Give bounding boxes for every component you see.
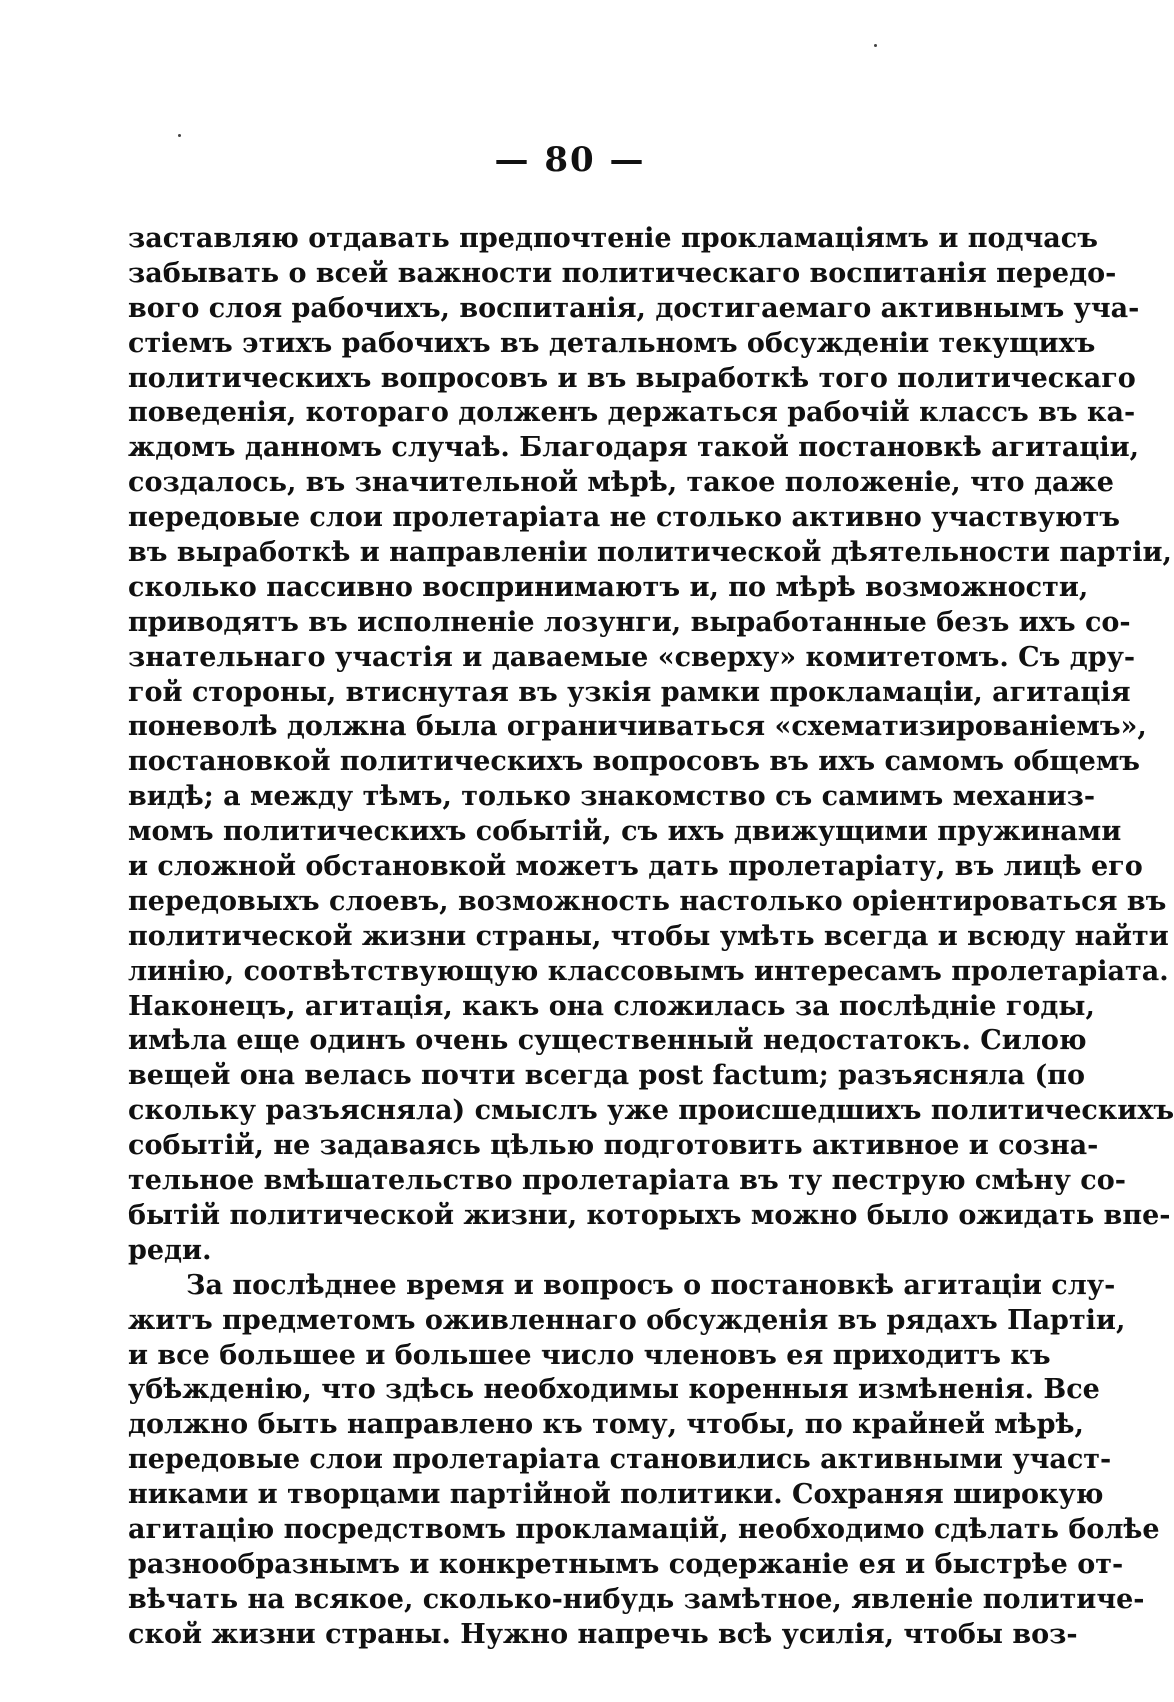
text-line: передовые слои пролетаріата становились активными участ-: [128, 1444, 1112, 1476]
text-line: ской жизни страны. Нужно напречь всѣ усилія, чтобы воз-: [128, 1618, 1078, 1650]
paragraph-2: [128, 1269, 1160, 1653]
text-line: агитацію посредствомъ прокламацій, необходимо сдѣлать болѣе: [128, 1513, 1160, 1545]
text-line: политическихъ вопросовъ и въ выработкѣ того политическаго: [128, 362, 1136, 394]
text-line: приводятъ въ исполненіе лозунги, выработанные безъ ихъ со-: [128, 606, 1131, 638]
paragraph-1: [128, 222, 1174, 1269]
text-line: момъ политическихъ событій, съ ихъ движущими пружинами: [128, 816, 1122, 848]
body-text: [128, 222, 1174, 1653]
text-line: забывать о всей важности политическаго воспитанія передо-: [128, 257, 1117, 289]
print-speck: [874, 44, 877, 47]
text-line: имѣла еще одинъ очень существенный недостатокъ. Силою: [128, 1025, 1087, 1057]
text-line: создалось, въ значительной мѣрѣ, такое положеніе, что даже: [128, 467, 1114, 499]
text-line: поведенія, котораго долженъ держаться рабочій классъ въ ка-: [128, 397, 1136, 429]
text-line: стіемъ этихъ рабочихъ въ детальномъ обсужденіи текущихъ: [128, 327, 1096, 359]
text-line: убѣжденію, что здѣсь необходимы коренныя измѣненія. Все: [128, 1374, 1100, 1406]
text-line: и сложной обстановкой можетъ дать пролетаріату, въ лицѣ его: [128, 851, 1143, 883]
text-line: передовыхъ слоевъ, возможность настолько оріентироваться въ: [128, 885, 1167, 917]
text-line: линію, соотвѣтствующую классовымъ интересамъ пролетаріата.: [128, 955, 1169, 987]
text-line: сколько пассивно воспринимаютъ и, по мѣрѣ возможности,: [128, 571, 1089, 603]
text-line: бытій политической жизни, которыхъ можно было ожидать впе-: [128, 1199, 1171, 1231]
text-line: поневолѣ должна была ограничиваться «схематизированіемъ»,: [128, 711, 1147, 743]
text-line: въ выработкѣ и направленіи политической дѣятельности партіи,: [128, 537, 1172, 569]
text-line: и все большее и большее число членовъ ея приходитъ къ: [128, 1339, 1051, 1371]
text-line: постановкой политическихъ вопросовъ въ ихъ самомъ общемъ: [128, 746, 1140, 778]
print-speck: [178, 134, 181, 137]
text-line: ждомъ данномъ случаѣ. Благодаря такой постановкѣ агитаціи,: [128, 432, 1140, 464]
text-line: житъ предметомъ оживленнаго обсужденія въ рядахъ Партіи,: [128, 1304, 1126, 1336]
text-line: разнообразнымъ и конкретнымъ содержаніе ея и быстрѣе от-: [128, 1548, 1124, 1580]
text-line: видѣ; а между тѣмъ, только знакомство съ самимъ механиз-: [128, 781, 1096, 813]
text-line: заставляю отдавать предпочтеніе прокламаціямъ и подчасъ: [128, 223, 1098, 254]
text-line: Наконецъ, агитація, какъ она сложилась за послѣдніе годы,: [128, 990, 1095, 1022]
text-line: тельное вмѣшательство пролетаріата въ ту пеструю смѣну со-: [128, 1165, 1126, 1197]
text-line: скольку разъясняла) смыслъ уже происшедшихъ политическихъ: [128, 1095, 1174, 1127]
text-line: событій, не задаваясь цѣлью подготовить активное и созна-: [128, 1130, 1099, 1162]
text-line: вѣчать на всякое, сколько-нибудь замѣтное, явленіе политиче-: [128, 1583, 1145, 1615]
text-line: передовые слои пролетаріата не столько активно участвуютъ: [128, 502, 1121, 534]
text-line: За послѣднее время и вопросъ о постановкѣ агитаціи слу-: [186, 1269, 1116, 1301]
text-line: политической жизни страны, чтобы умѣть всегда и всюду найти: [128, 920, 1169, 952]
text-line: никами и творцами партійной политики. Сохраняя широкую: [128, 1479, 1104, 1511]
text-line: реди.: [128, 1234, 212, 1266]
text-line: гой стороны, втиснутая въ узкія рамки прокламаціи, агитація: [128, 676, 1131, 708]
text-line: должно быть направлено къ тому, чтобы, по крайней мѣрѣ,: [128, 1409, 1084, 1441]
page-number: — 80 —: [494, 140, 646, 180]
text-line: вого слоя рабочихъ, воспитанія, достигаемаго активнымъ уча-: [128, 292, 1140, 324]
text-line: вещей она велась почти всегда post factum; разъясняла (по: [128, 1060, 1085, 1092]
text-line: знательнаго участія и даваемые «сверху» комитетомъ. Съ дру-: [128, 641, 1136, 673]
